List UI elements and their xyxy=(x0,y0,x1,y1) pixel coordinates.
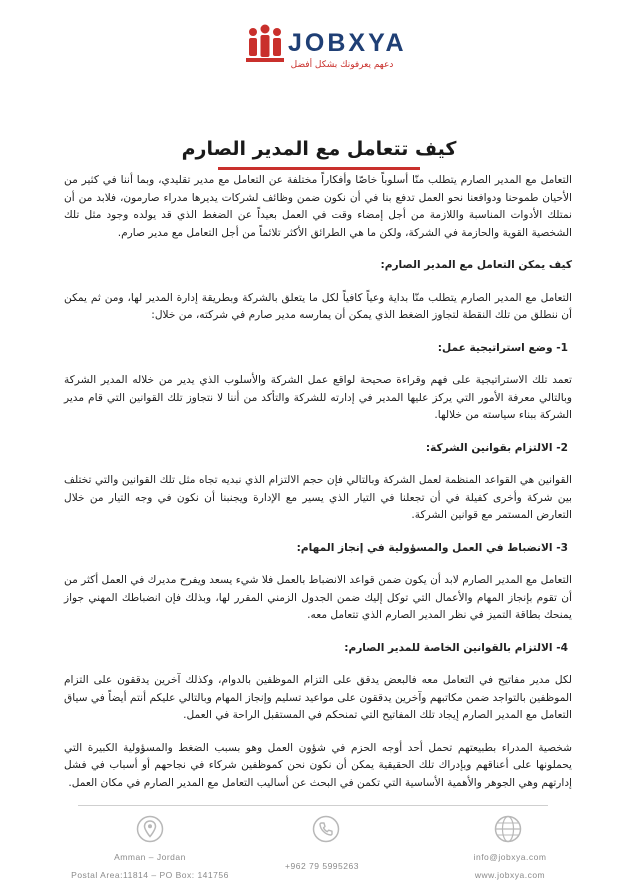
point-body: التعامل مع المدير الصارم لابد أن يكون ضمن قواعد الانضباط بالعمل فلا شيء يسعد ويفرح مديرك في العمل أكثر من أن تقوم بإنجاز المهام والأعمال التي توكل إليك ضمن الجدول الزمني المقرر لها، وبذلك فإن انضباطك المهني جواز يمنحك بطاقة التميز في نظر المدير الصارم الذي تتعامل معه. xyxy=(64,574,572,621)
intro-paragraph: التعامل مع المدير الصارم يتطلب منّا أسلوباً خاصّا وأفكاراً مختلفة عن التعامل مع مدير تقليدي، وبما أننا في كثير من الأحيان طموحنا ودوافعنا نحو العمل تدفع بنا في أن نكون ضمن وظائف لشركات يديرها مدراء صارمون، فلابد من أن نمتلك الأدوات المناسبة واللازمة من أجل إمضاء وقت في العمل بعيداً عن الضغط الذي قد يولده وجود مثل تلك الشخصية القوية والحازمة في الشركة، ولكن ما هي الطرائق الأكثر تلائماً من أجل التعامل مع مدير صارم. xyxy=(64,174,572,239)
brand-tagline: دعهم يعرفونك بشكل أفضل xyxy=(290,60,394,70)
point-heading: 1- وضع استراتيجية عمل: xyxy=(437,341,568,354)
footer-phone[interactable]: +962 79 5995263 xyxy=(285,861,359,871)
section-heading: كيف يمكن التعامل مع المدير الصارم: xyxy=(380,259,572,271)
brand-logo xyxy=(244,22,407,78)
footer-email-link[interactable]: info@jobxya.com xyxy=(473,852,547,862)
article-body xyxy=(64,172,572,807)
point-heading: 3- الانضباط في العمل والمسؤولية في إنجاز المهام: xyxy=(296,541,568,554)
phone-icon xyxy=(312,815,340,843)
point-body: القوانين هي القواعد المنظمة لعمل الشركة وبالتالي فإن حجم الالتزام الذي نبديه تجاه مثل تلك القوانين والتي تختلف بين شركة وأخرى كفيلة في أن تجعلنا في التيار الذي يسير مع الإدارة ويجنبنا أن نكون في وجه التيار من خلال التعارض المستمر مع قوانين الشركة. xyxy=(64,474,572,521)
point-body: لكل مدير مفاتيح في التعامل معه فالبعض يدقق على التزام الموظفين بالدوام، وكذلك آخرين يدققون على التزام الموظفين بالتواجد ضمن مكاتبهم وآخرين يدققون على مواعيد تسليم وإنجاز المهام وبالتالي عليكم أنتم أيضاً في سياق التعامل مع المدير الصارم إيجاد تلك المفاتيح التي تمنحكم في المستقبل الراحة في العمل. xyxy=(64,674,572,721)
footer-website-link[interactable]: www.jobxya.com xyxy=(474,870,546,880)
location-pin-icon xyxy=(136,815,164,843)
footer-address-postal: Postal Area:11814 – PO Box: 141756 xyxy=(71,870,229,880)
point-heading: 2- الالتزام بقوانين الشركة: xyxy=(425,441,568,454)
section-intro-paragraph: التعامل مع المدير الصارم يتطلب منّا بداية وعياً كافياً لكل ما يتعلق بالشركة وبطريقة إدارة المدير لها، ومن ثم يمكن أن ننطلق من تلك النقطة لتجاوز الضغط الذي يمكن أن يمارسه مدير صارم في شركته، من خلال: xyxy=(64,291,572,321)
page-title: كيف تتعامل مع المدير الصارم xyxy=(181,138,457,160)
point-heading: 4- الالتزام بالقوانين الخاصة للمدير الصارم: xyxy=(344,641,568,654)
conclusion-paragraph: شخصية المدراء بطبيعتهم تحمل أحد أوجه الحزم في شؤون العمل وهو بسبب الضغط والمسؤولية الكبيرة التي يحملونها على أعناقهم وبإدراك تلك الحقيقية يمكن أن نكون نحن كموظفين شركاء في نجاحهم أو أسباب في فشل إدارتهم وهي الجوهر والأهمية الأساسية التي تكمن في البحث عن أساليب التعامل مع المدير الصارم في مكان العمل. xyxy=(64,741,572,789)
brand-name: JOBXYA xyxy=(288,29,407,57)
footer-address-city: Amman – Jordan xyxy=(114,852,186,862)
globe-icon xyxy=(494,815,522,843)
point-body: تعمد تلك الاستراتيجية على فهم وقراءة صحيحة لواقع عمل الشركة والأسلوب الذي يدير من خلاله المدير الشركة وبالتالي معرفة الأمور التي يركز عليها المدير في إدارته للشركة والتأكد من أننا لا نتجاوز تلك القوانين التي قام مدير الشركة ببناء سياسته من خلالها. xyxy=(64,374,572,421)
title-underline xyxy=(218,167,420,170)
people-group-icon xyxy=(244,22,288,68)
footer-divider xyxy=(78,805,548,806)
